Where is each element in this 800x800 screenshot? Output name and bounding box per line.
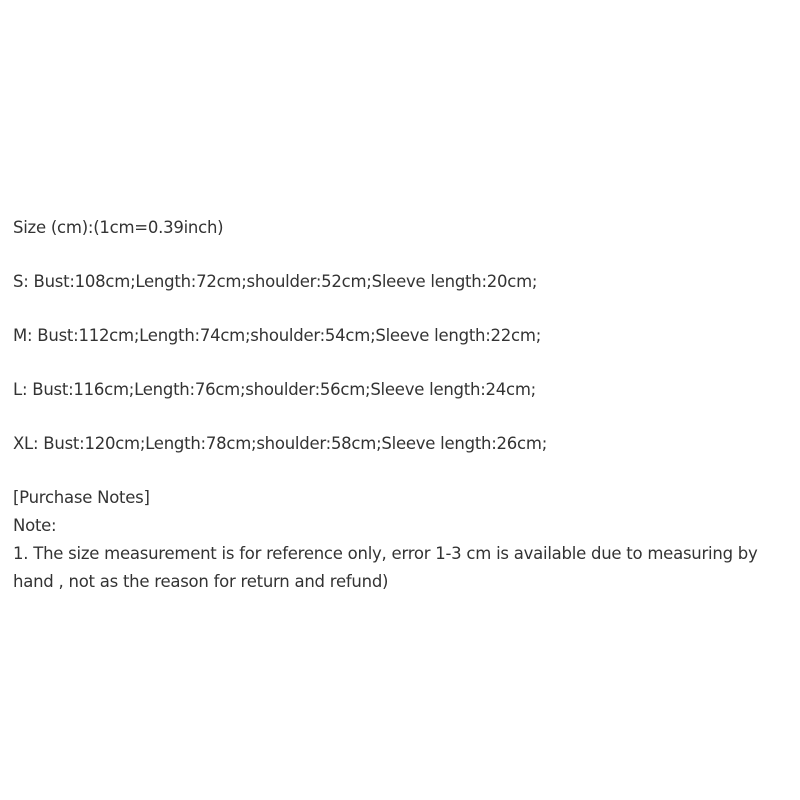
size-row-xl: XL: Bust:120cm;Length:78cm;shoulder:58cm;Sleeve length:26cm; bbox=[13, 434, 548, 453]
note-label: Note: bbox=[13, 516, 57, 535]
size-row-m: M: Bust:112cm;Length:74cm;shoulder:54cm;Sleeve length:22cm; bbox=[13, 326, 542, 345]
size-row-s: S: Bust:108cm;Length:72cm;shoulder:52cm;Sleeve length:20cm; bbox=[13, 272, 538, 291]
purchase-notes-heading: [Purchase Notes] bbox=[13, 488, 150, 507]
note-text: 1. The size measurement is for reference only, error 1-3 cm is available due to measuring by hand , not as the reason for return and refund) bbox=[13, 544, 758, 591]
size-chart-document bbox=[13, 214, 789, 596]
size-row-l: L: Bust:116cm;Length:76cm;shoulder:56cm;Sleeve length:24cm; bbox=[13, 380, 536, 399]
size-header: Size (cm):(1cm=0.39inch) bbox=[13, 218, 224, 237]
